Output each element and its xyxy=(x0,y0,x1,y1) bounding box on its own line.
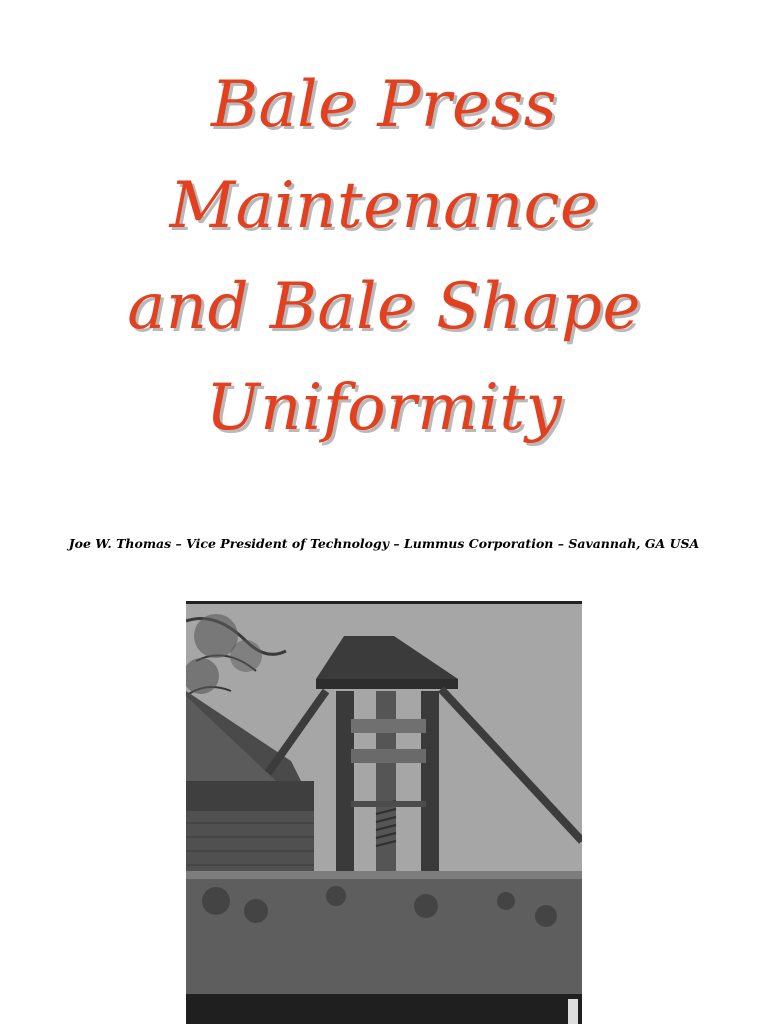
title-line-3: and Bale Shape xyxy=(127,270,641,344)
title-line-2: Maintenance xyxy=(169,169,599,243)
title-line-4: Uniformity xyxy=(205,371,563,445)
author-byline: Joe W. Thomas – Vice President of Technology – Lummus Corporation – Savannah, GA USA xyxy=(68,536,700,551)
bale-press-photo xyxy=(186,601,582,1024)
document-title xyxy=(0,55,768,459)
title-line-1: Bale Press xyxy=(210,68,558,142)
